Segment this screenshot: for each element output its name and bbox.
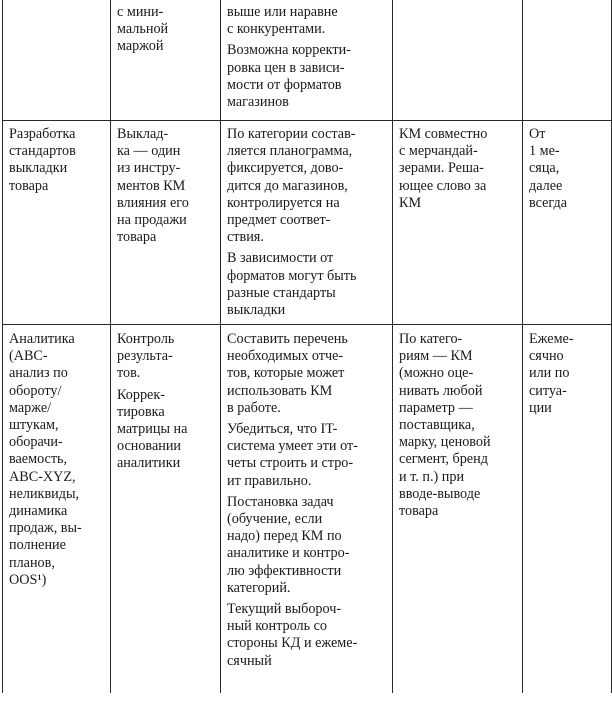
text-line: Выклад- xyxy=(117,126,169,142)
paragraph xyxy=(227,4,388,38)
text-line: необходимых отче- xyxy=(227,348,344,365)
text-line: с конкурентами. xyxy=(227,21,326,38)
text-line: риям — КМ xyxy=(399,348,473,365)
text-line: дится до магазинов, xyxy=(227,177,348,194)
text-line: От xyxy=(529,126,546,142)
text-line: планов, xyxy=(9,554,55,571)
text-line: марку, ценовой xyxy=(399,434,491,451)
text-line: Возможна корректи- xyxy=(227,42,351,59)
paragraph xyxy=(227,601,388,670)
text-line: форматов могут быть xyxy=(227,267,357,284)
text-line: категорий. xyxy=(227,579,291,596)
cell-r2-c4 xyxy=(393,121,523,325)
text-line: анализ по xyxy=(9,365,68,382)
text-line: ствия. xyxy=(227,229,264,246)
text-line: маржой xyxy=(117,38,164,55)
text-line: мости от форматов xyxy=(227,76,342,93)
text-line: (можно оце- xyxy=(399,365,474,382)
text-line: выкладки xyxy=(227,302,286,319)
text-line: и т. п.) при xyxy=(399,468,465,485)
text-line: стандартов xyxy=(9,143,76,160)
cell-r3-c5 xyxy=(523,325,612,694)
cell-r2-c2 xyxy=(111,121,221,325)
text-line: ментов КМ xyxy=(117,177,186,194)
table-row xyxy=(3,121,612,325)
paragraph xyxy=(117,331,216,383)
text-line: сячно xyxy=(529,348,564,365)
cell-r2-c5 xyxy=(523,121,612,325)
text-line: В зависимости от xyxy=(227,250,334,267)
cell-r2-c1 xyxy=(3,121,111,325)
paragraph xyxy=(227,42,388,111)
paragraph xyxy=(227,421,388,490)
text-line: ции xyxy=(529,399,552,416)
text-line: зерами. Реша- xyxy=(399,160,484,177)
text-line: с мерчандай- xyxy=(399,143,478,160)
text-line: штукам, xyxy=(9,417,59,434)
text-line: полнение xyxy=(9,537,66,554)
text-line: магазинов xyxy=(227,94,289,111)
text-line: Составить перечень xyxy=(227,331,348,347)
text-line: Убедиться, что IT- xyxy=(227,421,338,438)
text-line: Текущий выбороч- xyxy=(227,601,342,618)
text-line: неликвиды, xyxy=(9,485,80,502)
cell-r1-c5 xyxy=(523,0,612,121)
cell-r2-c3 xyxy=(221,121,393,325)
text-line: стороны КД и ежеме- xyxy=(227,635,358,652)
text-line: товара xyxy=(9,177,49,194)
text-line: товара xyxy=(117,229,157,246)
text-line: из инстру- xyxy=(117,160,181,177)
text-line: тов. xyxy=(117,365,141,382)
text-line: аналитики xyxy=(117,455,181,472)
text-line: фиксируется, дово- xyxy=(227,160,344,177)
text-line: использовать КМ xyxy=(227,382,333,399)
text-line: разные стандарты xyxy=(227,284,336,301)
table-row xyxy=(3,0,612,121)
text-line: всегда xyxy=(529,194,568,211)
text-line: 1 ме- xyxy=(529,143,560,160)
text-line: марже/ xyxy=(9,399,52,416)
text-line: лю эффективности xyxy=(227,562,342,579)
text-line: далее xyxy=(529,177,563,194)
paragraph xyxy=(227,250,388,319)
cell-r3-c1 xyxy=(3,325,111,694)
cell-r3-c3 xyxy=(221,325,393,694)
text-line: КМ совместно xyxy=(399,126,488,142)
text-line: ка — один xyxy=(117,143,181,160)
text-line: тов, которые может xyxy=(227,365,345,382)
text-line: система умеет эти от- xyxy=(227,438,358,455)
text-line: матрицы на xyxy=(117,421,188,438)
cell-r3-c4 xyxy=(393,325,523,694)
text-line: Контроль xyxy=(117,331,175,347)
text-line: (ABC- xyxy=(9,348,48,365)
text-line: аналитике и контро- xyxy=(227,545,350,562)
cell-r1-c1 xyxy=(3,0,111,121)
text-line: ляется планограмма, xyxy=(227,143,353,160)
paragraph xyxy=(227,331,388,417)
text-line: Коррек- xyxy=(117,386,165,403)
category-management-table xyxy=(2,0,612,693)
text-line: параметр — xyxy=(399,399,473,416)
cell-r1-c4 xyxy=(393,0,523,121)
text-line: сегмент, бренд xyxy=(399,451,488,468)
text-line: с мини- xyxy=(117,4,164,20)
text-line: продаж, вы- xyxy=(9,520,82,537)
text-line: динамика xyxy=(9,503,68,520)
text-line: предмет соответ- xyxy=(227,212,331,229)
text-line: вводе-выводе xyxy=(399,485,481,502)
text-line: ный контроль со xyxy=(227,618,327,635)
text-line: обороту/ xyxy=(9,382,62,399)
paragraph xyxy=(117,387,216,473)
text-line: контролируется на xyxy=(227,194,340,211)
text-line: ситуа- xyxy=(529,382,567,399)
cell-r1-c2 xyxy=(111,0,221,121)
text-line: Аналитика xyxy=(9,331,75,347)
paragraph xyxy=(227,126,388,246)
text-line: сяца, xyxy=(529,160,560,177)
text-line: нивать любой xyxy=(399,382,483,399)
text-line: ABC-XYZ, xyxy=(9,468,76,485)
text-line: По катего- xyxy=(399,331,463,347)
text-line: оборачи- xyxy=(9,434,63,451)
text-line: Постановка задач xyxy=(227,493,334,510)
text-line: надо) перед КМ по xyxy=(227,528,342,545)
text-line: основании xyxy=(117,438,182,455)
text-line: КМ xyxy=(399,194,422,211)
text-line: в работе. xyxy=(227,399,281,416)
text-line: результа- xyxy=(117,348,173,365)
text-line: ющее слово за xyxy=(399,177,487,194)
text-line: выше или наравне xyxy=(227,4,338,20)
text-line: товара xyxy=(399,503,439,520)
text-line: Разработка xyxy=(9,126,76,142)
text-line: сячный xyxy=(227,652,272,669)
text-line: мальной xyxy=(117,21,169,38)
text-line: По категории состав- xyxy=(227,126,356,142)
text-line: тировка xyxy=(117,403,165,420)
table-row xyxy=(3,325,612,694)
text-line: на продажи xyxy=(117,212,187,229)
text-line: ит правильно. xyxy=(227,472,312,489)
text-line: или по xyxy=(529,365,570,382)
text-line: четы строить и стро- xyxy=(227,455,354,472)
text-line: ваемость, xyxy=(9,451,68,468)
text-line: Ежеме- xyxy=(529,331,574,347)
text-line: влияния его xyxy=(117,194,189,211)
text-line: OOS¹) xyxy=(9,571,47,588)
cell-r3-c2 xyxy=(111,325,221,694)
text-line: (обучение, если xyxy=(227,511,323,528)
cell-r1-c3 xyxy=(221,0,393,121)
paragraph xyxy=(227,494,388,597)
text-line: поставщика, xyxy=(399,417,475,434)
text-line: ровка цен в зависи- xyxy=(227,59,345,76)
text-line: выкладки xyxy=(9,160,68,177)
